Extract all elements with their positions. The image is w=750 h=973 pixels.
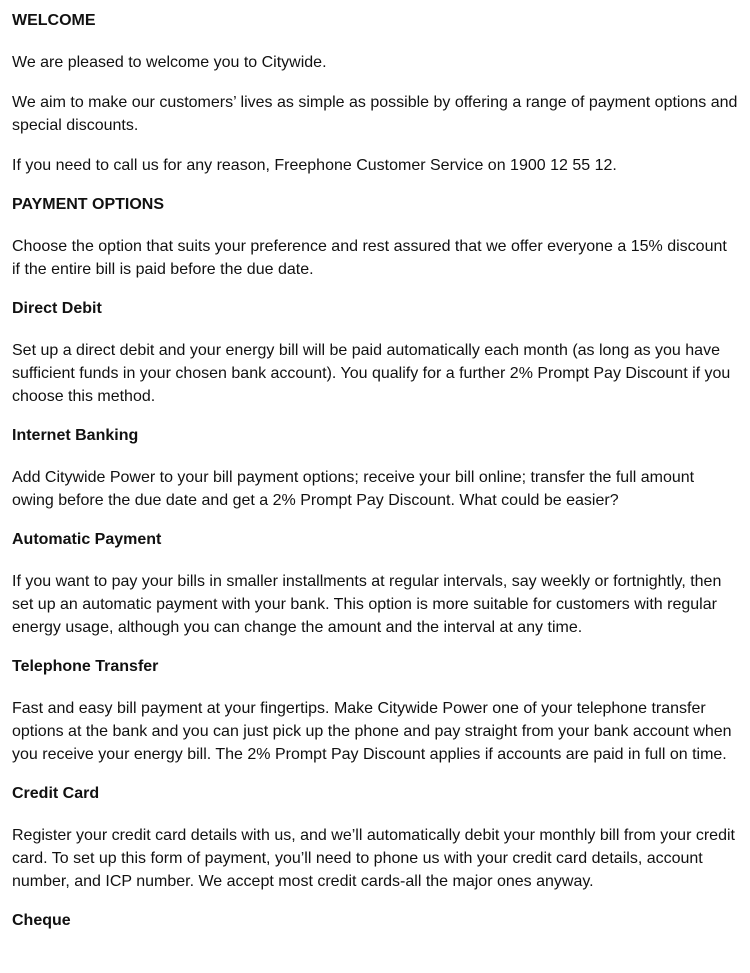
internet-banking-text: Add Citywide Power to your bill payment options; receive your bill online; transfer the full amount owing before the due date and get a 2% Prompt Pay Discount. What could be easier? [12, 469, 695, 509]
telephone-transfer-heading: Telephone Transfer [12, 658, 159, 675]
credit-card-text: Register your credit card details with us, and we’ll automatically debit your monthly bill from your credit card. To set up this form of payment, you’ll need to phone us with your credit card details, account number, and ICP number. We accept most credit cards-all the major ones anyway. [12, 827, 735, 890]
welcome-intro-text: We are pleased to welcome you to Citywide. [12, 54, 327, 71]
telephone-transfer-text: Fast and easy bill payment at your fingertips. Make Citywide Power one of your telephone transfer options at the bank and you can just pick up the phone and pay straight from your bank account when you receive your energy bill. The 2% Prompt Pay Discount applies if accounts are paid in full on time. [12, 700, 732, 763]
automatic-payment-heading: Automatic Payment [12, 531, 162, 548]
customer-service-text: If you need to call us for any reason, Freephone Customer Service on 1900 12 55 12. [12, 157, 617, 174]
automatic-payment-text: If you want to pay your bills in smaller installments at regular intervals, say weekly or fortnightly, then set up an automatic payment with your bank. This option is more suitable for customers with regular energy usage, although you can change the amount and the interval at any time. [12, 573, 722, 636]
payment-options-heading: PAYMENT OPTIONS [12, 196, 165, 213]
payment-options-text: Choose the option that suits your preference and rest assured that we offer everyone a 15% discount if the entire bill is paid before the due date. [12, 238, 727, 278]
welcome-aim-text: We aim to make our customers’ lives as simple as possible by offering a range of payment options and special discounts. [12, 94, 738, 134]
credit-card-heading: Credit Card [12, 785, 100, 802]
welcome-heading: WELCOME [12, 12, 96, 29]
direct-debit-text: Set up a direct debit and your energy bill will be paid automatically each month (as long as you have sufficient funds in your chosen bank account). You qualify for a further 2% Prompt Pay Discount if you choose this method. [12, 342, 731, 405]
direct-debit-heading: Direct Debit [12, 300, 102, 317]
cheque-heading: Cheque [12, 912, 71, 929]
internet-banking-heading: Internet Banking [12, 427, 139, 444]
